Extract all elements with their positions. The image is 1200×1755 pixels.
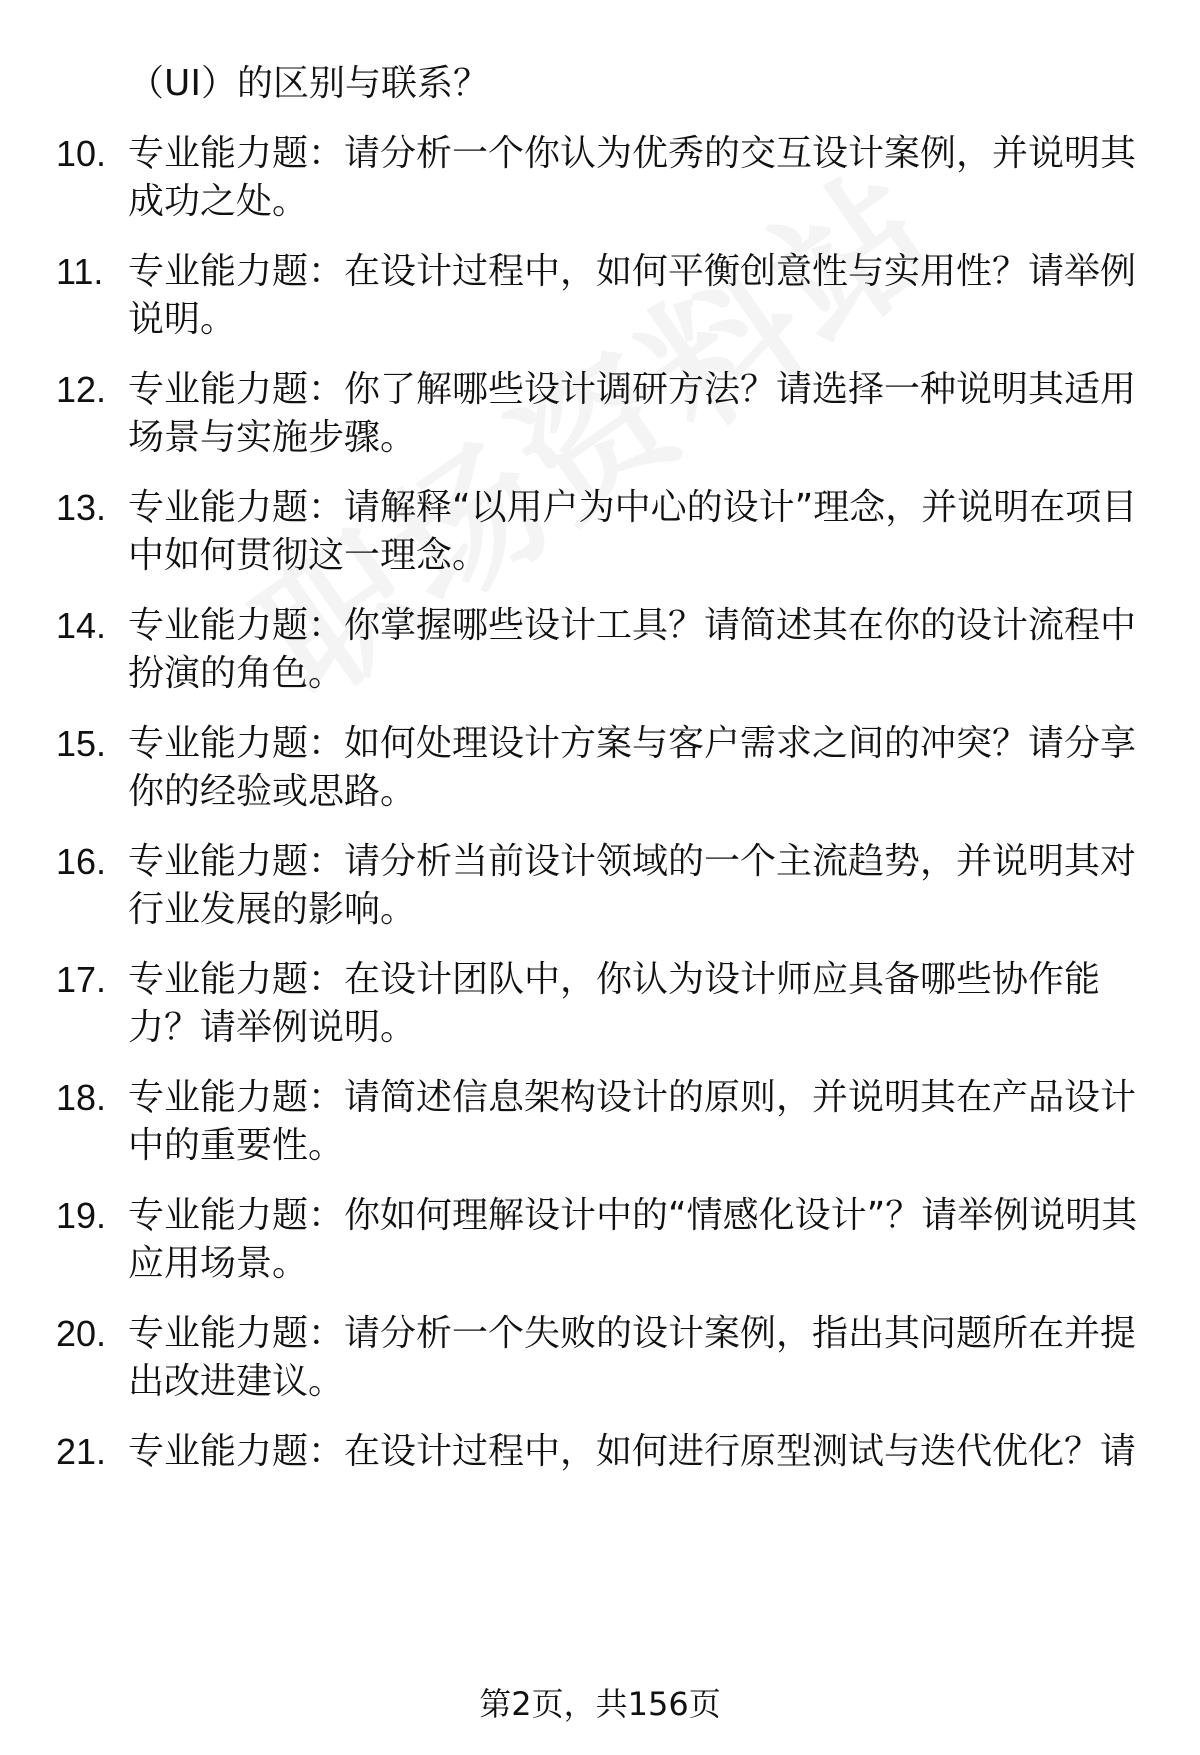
question-item	[0, 1310, 1200, 1406]
question-number: 18.	[56, 1077, 107, 1118]
continuation-text: （UI）的区别与联系？	[128, 63, 489, 104]
question-item	[0, 1192, 1200, 1288]
question-number: 17.	[56, 959, 107, 1000]
question-item	[0, 602, 1200, 698]
question-text: 专业能力题：在设计过程中，如何平衡创意性与实用性？请举例说明。	[128, 251, 1137, 340]
question-number: 11.	[56, 251, 104, 292]
question-item	[0, 366, 1200, 462]
question-number: 13.	[56, 487, 107, 528]
question-item	[0, 1074, 1200, 1170]
question-number: 16.	[56, 841, 107, 882]
question-item	[0, 484, 1200, 580]
question-number: 19.	[56, 1195, 107, 1236]
question-item	[0, 248, 1200, 344]
question-text: 专业能力题：请解释“以用户为中心的设计”理念，并说明在项目中如何贯彻这一理念。	[128, 487, 1138, 576]
question-item	[0, 838, 1200, 934]
question-text: 专业能力题：请简述信息架构设计的原则，并说明其在产品设计中的重要性。	[128, 1077, 1137, 1166]
question-item	[0, 720, 1200, 816]
question-text: 专业能力题：在设计过程中，如何进行原型测试与迭代优化？请	[128, 1431, 1137, 1472]
question-text: 专业能力题：你如何理解设计中的“情感化设计”？请举例说明其应用场景。	[128, 1195, 1138, 1284]
question-text: 专业能力题：你掌握哪些设计工具？请简述其在你的设计流程中扮演的角色。	[128, 605, 1137, 694]
question-number: 10.	[56, 133, 107, 174]
question-text: 专业能力题：请分析一个失败的设计案例，指出其问题所在并提出改进建议。	[128, 1313, 1137, 1402]
question-text: 专业能力题：请分析当前设计领域的一个主流趋势，并说明其对行业发展的影响。	[128, 841, 1137, 930]
question-number: 21.	[56, 1431, 107, 1472]
question-item	[0, 130, 1200, 226]
question-number: 20.	[56, 1313, 107, 1354]
question-item	[0, 1428, 1200, 1476]
question-item	[0, 956, 1200, 1052]
question-text: 专业能力题：请分析一个你认为优秀的交互设计案例，并说明其成功之处。	[128, 133, 1137, 222]
question-number: 14.	[56, 605, 107, 646]
question-text: 专业能力题：在设计团队中，你认为设计师应具备哪些协作能力？请举例说明。	[128, 959, 1101, 1048]
question-number: 15.	[56, 723, 107, 764]
question-text: 专业能力题：你了解哪些设计调研方法？请选择一种说明其适用场景与实施步骤。	[128, 369, 1137, 458]
question-text: 专业能力题：如何处理设计方案与客户需求之间的冲突？请分享你的经验或思路。	[128, 723, 1137, 812]
page-footer: 第2页，共156页	[479, 1685, 721, 1723]
question-number: 12.	[56, 369, 107, 410]
